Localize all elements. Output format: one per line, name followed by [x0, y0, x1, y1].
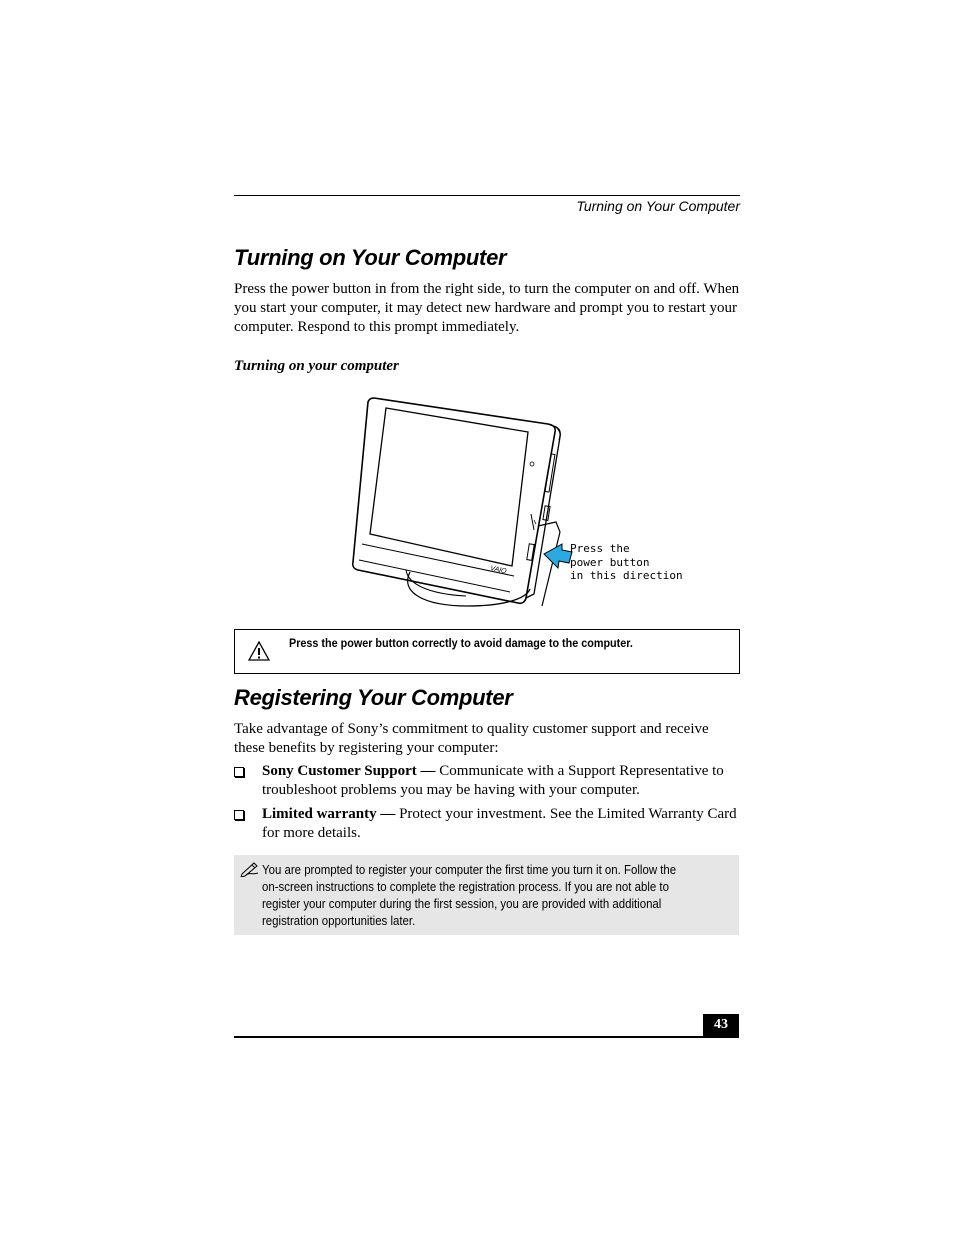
callout-line: Press the [570, 542, 630, 555]
stand-base-inner [406, 570, 466, 596]
bullet-term: Sony Customer Support — [262, 763, 436, 779]
list-item-limited-warranty [234, 805, 740, 843]
bullet-text: Communicate with a Support Representative to troubleshoot problems you may be having with your computer. [262, 763, 724, 798]
list-item-customer-support [234, 762, 740, 800]
vaio-logo: VAIO [489, 565, 508, 576]
bullet-text: Protect your investment. See the Limited Warranty Card for more details. [262, 806, 737, 841]
figure-caption: Turning on your computer [234, 358, 399, 374]
footer-rule [234, 1036, 739, 1038]
warning-triangle-icon [248, 641, 270, 661]
checkbox-bullet-icon [234, 810, 244, 820]
figure-callout [570, 542, 683, 583]
note-line: registration opportunities later. [262, 913, 416, 928]
note-pencil-icon [240, 861, 260, 877]
warning-box [234, 629, 740, 674]
warning-text: Press the power button correctly to avoid damage to the computer. [289, 636, 633, 650]
checkbox-bullet-icon [234, 767, 244, 777]
note-line: You are prompted to register your computer the first time you turn it on. Follow the [262, 862, 677, 877]
callout-line: power button [570, 555, 650, 569]
page-number: 43 [703, 1014, 739, 1036]
header-rule [234, 195, 740, 196]
indicator-light [530, 462, 534, 466]
note-line: register your computer during the first session, you are provided with additional [262, 896, 662, 911]
monitor-screen [370, 408, 528, 566]
bullet-term: Limited warranty — [262, 806, 396, 822]
direction-arrow [544, 544, 572, 568]
registering-intro: Take advantage of Sony’s commitment to quality customer support and receive these benefits by registering your computer: [234, 721, 709, 756]
section-heading-registering: Registering Your Computer [234, 685, 513, 710]
running-header: Turning on Your Computer [576, 198, 740, 214]
turning-on-paragraph: Press the power button in from the right side, to turn the computer on and off. When you start your computer, it may detect new hardware and prompt you to restart your computer. Respond to this prompt immediately. [234, 281, 740, 335]
note-box [234, 855, 739, 935]
note-line: on-screen instructions to complete the registration process. If you are not able to [262, 879, 669, 894]
section-heading-turning-on: Turning on Your Computer [234, 245, 507, 270]
callout-line: in this direction [570, 569, 683, 582]
note-text [262, 861, 737, 929]
